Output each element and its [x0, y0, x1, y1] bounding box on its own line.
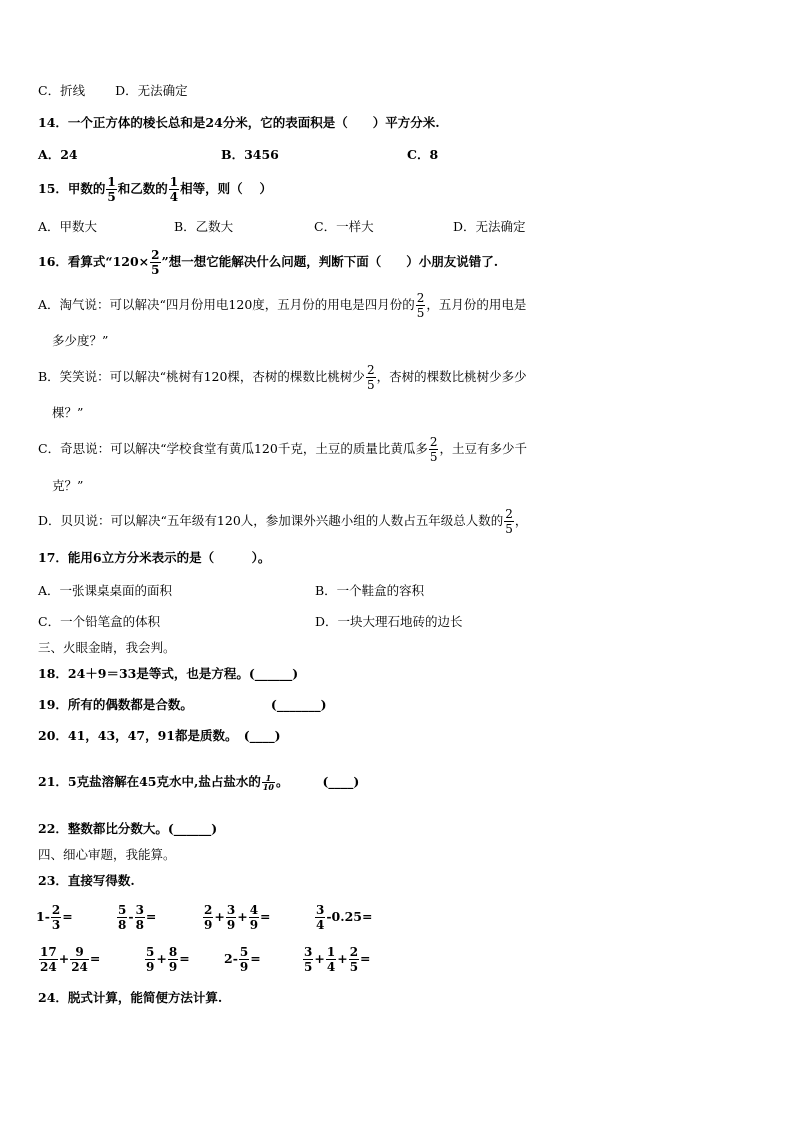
q17-option-c: C．一个铅笔盒的体积	[38, 614, 161, 629]
q16-option-c-cont: 克？”	[52, 478, 84, 493]
q16-option-b-cont: 棵？”	[52, 405, 84, 420]
q17-option-b: B．一个鞋盒的容积	[315, 583, 425, 598]
calc-2: $\frac{5}{8}$ - $\frac{3}{8}$ =	[118, 903, 157, 932]
q16-option-b: B．笑笑说：可以解决“桃树有120棵，杏树的棵数比桃树少 $\frac{2}{5}$ ，杏树的棵数比桃树少多少	[38, 363, 527, 392]
fraction: $\frac{2}{5}$	[429, 435, 438, 464]
section-4-heading: 四、细心审题，我能算。	[38, 847, 176, 862]
fraction: $\frac{1}{4}$	[169, 175, 179, 204]
q15-option-a: A．甲数大	[38, 219, 98, 234]
q16-option-d: D．贝贝说：可以解决“五年级有120人，参加课外兴趣小组的人数占五年级总人数的 $\frac{2}{5}$ ，	[38, 507, 528, 536]
q21: 21．5克盐溶解在45克水中,盐占盐水的 $\frac{1}{10}$ 。 (____)	[38, 773, 360, 792]
q17-option-d: D．一块大理石地砖的边长	[315, 614, 463, 629]
fraction: $\frac{2}{5}$	[505, 507, 513, 536]
calc-7: 2- $\frac{5}{9}$ =	[224, 945, 261, 974]
q24-stem: 24．脱式计算，能简便方法计算.	[38, 990, 223, 1005]
fraction: $\frac{2}{5}$	[151, 248, 160, 277]
q23-stem: 23．直接写得数.	[38, 873, 135, 888]
fraction: $\frac{2}{5}$	[416, 291, 425, 320]
q15-option-c: C．一样大	[314, 219, 374, 234]
q14-stem: 14．一个正方体的棱长总和是24分米，它的表面积是（ ）平方分米.	[38, 115, 440, 130]
q17-option-a: A．一张课桌桌面的面积	[38, 583, 173, 598]
q19: 19．所有的偶数都是合数。 (_______)	[38, 697, 327, 712]
section-3-heading: 三、火眼金睛，我会判。	[38, 640, 176, 655]
fraction: $\frac{1}{5}$	[107, 175, 116, 204]
q15-option-d: D．无法确定	[453, 219, 526, 234]
q20: 20．41，43，47，91都是质数。 (____)	[38, 728, 281, 743]
calc-4: $\frac{3}{4}$ -0.25=	[316, 903, 373, 932]
q15-option-b: B．乙数大	[174, 219, 234, 234]
calc-1: 1- $\frac{2}{3}$ =	[36, 903, 73, 932]
q22: 22．整数都比分数大。(______)	[38, 821, 218, 836]
calc-8: $\frac{3}{5}$ + $\frac{1}{4}$ + $\frac{2}{5}$ =	[304, 945, 371, 974]
q16-option-c: C．奇思说：可以解决“学校食堂有黄瓜120千克，土豆的质量比黄瓜多 $\frac{2}{5}$ ，土豆有多少千	[38, 435, 527, 464]
q17-stem: 17．能用6立方分米表示的是（ ）。	[38, 550, 271, 565]
calc-5: $\frac{17}{24}$ + $\frac{9}{24}$ =	[40, 945, 101, 974]
q15-stem: 15．甲数的 $\frac{1}{5}$ 和乙数的 $\frac{1}{4}$ 相等，则（ ）	[38, 175, 272, 204]
q14-option-c: C．8	[407, 147, 439, 162]
q14-option-b: B．3456	[221, 147, 279, 162]
calc-6: $\frac{5}{9}$ + $\frac{8}{9}$ =	[146, 945, 190, 974]
q13-option-d: D．无法确定	[115, 83, 188, 98]
q16-option-a: A．淘气说：可以解决“四月份用电120度，五月份的用电是四月份的 $\frac{2}{5}$ ，五月份的用电是	[38, 291, 527, 320]
q16-stem: 16．看算式“120× $\frac{2}{5}$ ”想一想它能解决什么问题，判断下面（ ）小朋友说错了.	[38, 248, 499, 277]
q18: 18．24＋9＝33是等式，也是方程。(______)	[38, 666, 299, 681]
q14-option-a: A．24	[38, 147, 78, 162]
q13-option-c: C．折线	[38, 83, 86, 98]
q16-option-a-cont: 多少度？”	[52, 333, 109, 348]
calc-3: $\frac{2}{9}$ + $\frac{3}{9}$ + $\frac{4}{9}$ =	[204, 903, 271, 932]
fraction: $\frac{2}{5}$	[366, 363, 375, 392]
fraction: $\frac{1}{10}$	[262, 773, 274, 792]
